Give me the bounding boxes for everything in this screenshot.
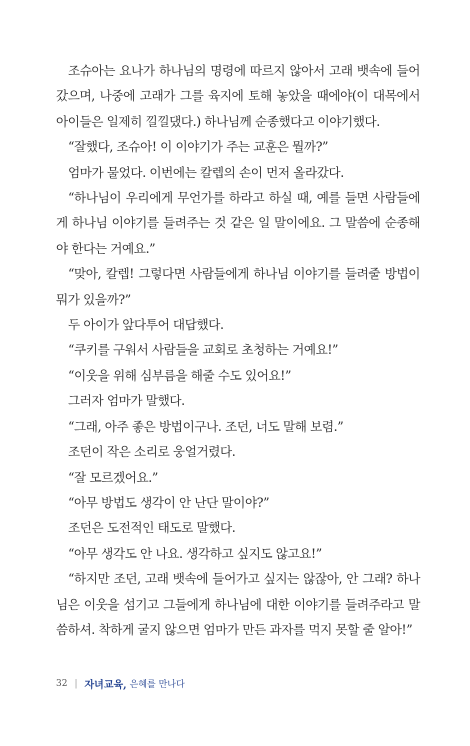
paragraph: “그래, 아주 좋은 방법이구나. 조던, 너도 말해 보렴.” — [68, 418, 344, 434]
paragraph: “아무 방법도 생각이 안 난단 말이야?” — [68, 494, 270, 510]
paragraph: “아무 생각도 안 나요. 생각하고 싶지도 않고요!” — [68, 545, 322, 561]
paragraph: “잘 모르겠어요.” — [68, 469, 158, 485]
body-text — [56, 58, 420, 642]
page-number: 32 — [56, 678, 68, 689]
paragraph: 조던이 작은 소리로 웅얼거렸다. — [68, 444, 236, 460]
book-title-subtitle: 은혜를 만나다 — [129, 680, 185, 690]
book-title-brand: 자녀교육, — [84, 680, 127, 691]
paragraph: 조던은 도전적인 태도로 말했다. — [68, 520, 236, 536]
paragraph: 조슈아는 요나가 하나님의 명령에 따르지 않아서 고래 뱃속에 들어갔으며, 나중에 고래가 그를 육지에 토해 놓았을 때에야(이 대목에서 아이들은 일제히 낄낄댔다.) 하나님께 순종했다고 이야기했다. — [56, 63, 420, 129]
paragraph: 엄마가 물었다. 이번에는 칼렙의 손이 먼저 올라갔다. — [68, 164, 344, 180]
paragraph: 그러자 엄마가 말했다. — [68, 393, 185, 409]
paragraph: “이웃을 위해 심부름을 해줄 수도 있어요!” — [68, 367, 292, 383]
paragraph: “잘했다, 조슈아! 이 이야기가 주는 교훈은 뭘까?” — [68, 139, 329, 155]
page-footer — [56, 676, 185, 691]
paragraph: “하지만 조던, 고래 뱃속에 들어가고 싶지는 않잖아, 안 그래? 하나님은 이웃을 섬기고 그들에게 하나님에 대한 이야기를 들려주라고 말씀하셔. 착하게 굴지 않으면 엄마가 만든 과자를 먹지 못할 줄 알아!” — [56, 571, 420, 637]
paragraph: “맞아, 칼렙! 그렇다면 사람들에게 하나님 이야기를 들려줄 방법이 뭐가 있을까?” — [56, 266, 420, 307]
footer-separator: | — [74, 678, 78, 689]
paragraph: 두 아이가 앞다투어 대답했다. — [68, 317, 224, 333]
paragraph: “하나님이 우리에게 무언가를 하라고 하실 때, 예를 들면 사람들에게 하나님 이야기를 들려주는 것 같은 일 말이에요. 그 말씀에 순종해야 한다는 거예요.” — [56, 190, 420, 256]
paragraph: “쿠키를 구워서 사람들을 교회로 초청하는 거예요!” — [68, 342, 339, 358]
